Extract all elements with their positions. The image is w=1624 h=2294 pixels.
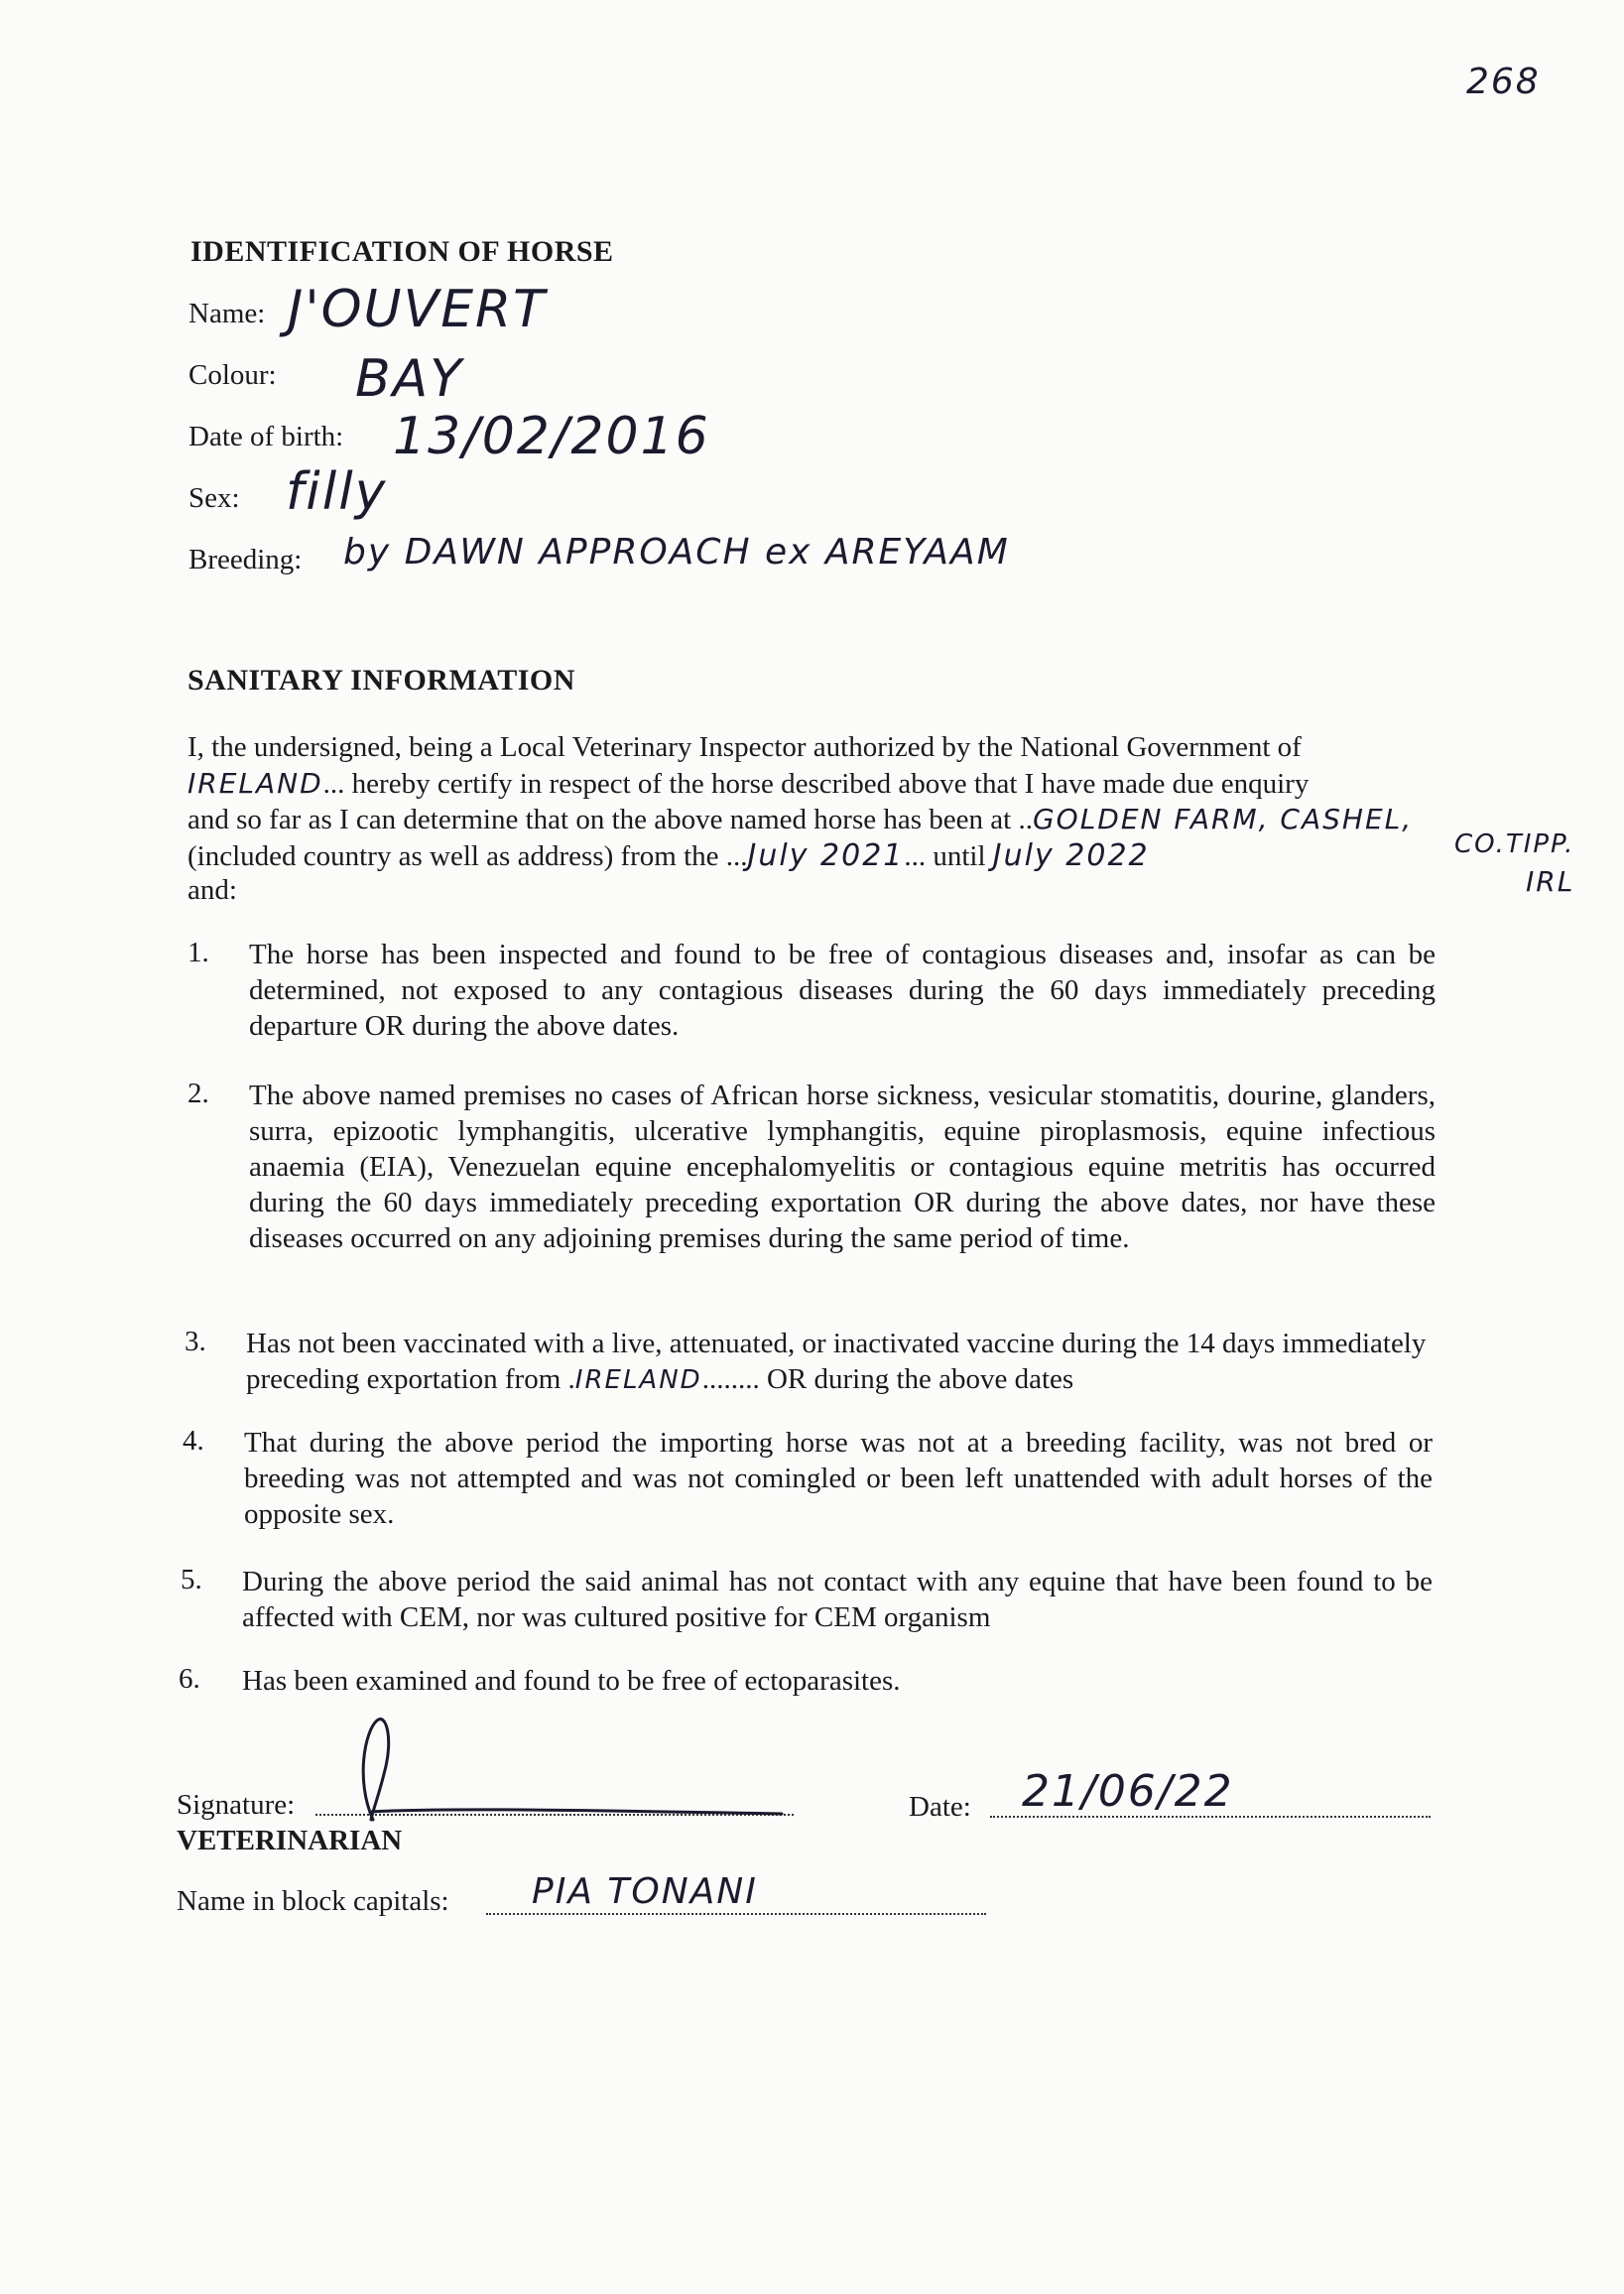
sanitary-intro-line-5: and: xyxy=(187,874,237,906)
item-text: Has been examined and found to be free of ectoparasites. xyxy=(242,1665,901,1697)
dob-label: Date of birth: xyxy=(188,421,344,452)
item-text: The horse has been inspected and found to be free of contagious diseases and, insofar as can be determined, not exposed to any contagious diseases during the 60 days immediately preceding departure OR during the above dates. xyxy=(249,939,1436,1042)
date-label: Date: xyxy=(909,1791,971,1823)
intro-line-2-text: ... hereby certify in respect of the horse described above that I have made due enquiry xyxy=(322,768,1310,800)
address-value: GOLDEN FARM, CASHEL, xyxy=(1032,803,1414,835)
breeding-value: by DAWN APPROACH ex AREYAAM xyxy=(343,532,1010,573)
sex-label: Sex: xyxy=(188,482,240,514)
colour-value: BAY xyxy=(355,349,464,409)
item-number: 3. xyxy=(185,1326,206,1357)
dob-value: 13/02/2016 xyxy=(393,407,710,466)
country-value: IRELAND xyxy=(187,767,323,800)
block-capitals-value: PIA TONANI xyxy=(532,1871,758,1912)
signature-mark xyxy=(315,1711,792,1830)
item-text: The above named premises no cases of African horse sickness, vesicular stomatitis, dourine, glanders, surra, epizootic lymphangitis, ulcerative lymphangitis, equine piroplasmosis, equine infectious anaemia (EIA), Venezuelan equine encephalomyelitis or contagious equine metritis has occurred during the 60 days immediately preceding exportation OR during the above dates, nor have these diseases occurred on any adjoining premises during the same period of time. xyxy=(249,1080,1436,1254)
item-text: During the above period the said animal has not contact with any equine that have been found to be affected with CEM, nor was cultured positive for CEM organism xyxy=(242,1566,1433,1633)
sanitary-intro-line-3 xyxy=(187,803,1413,836)
page-number: 268 xyxy=(1466,62,1541,102)
item-3-text-after: ........ OR during the above dates xyxy=(701,1363,1074,1395)
sanitary-heading: SANITARY INFORMATION xyxy=(187,664,575,697)
intro-line-4-text: (included country as well as address) from the ... xyxy=(187,840,748,872)
identification-heading: IDENTIFICATION OF HORSE xyxy=(190,235,614,268)
item-number: 1. xyxy=(187,937,209,968)
colour-label: Colour: xyxy=(188,359,277,391)
item-number: 5. xyxy=(181,1564,202,1595)
sanitary-intro-line-4 xyxy=(187,838,1150,873)
from-value: July 2021 xyxy=(747,838,905,873)
item-3-text-before: Has not been vaccinated with a live, attenuated, or inactivated vaccine during the 14 days immediately preceding exportation from . xyxy=(246,1328,1427,1395)
date-value: 21/06/22 xyxy=(1022,1766,1234,1817)
item-number: 6. xyxy=(179,1663,200,1695)
name-value: J'OUVERT xyxy=(288,280,547,339)
item-text: That during the above period the importing horse was not at a breeding facility, was not bred or breeding was not attempted and was not comingled or been left unattended with adult horses of the opposite sex. xyxy=(244,1427,1433,1530)
breeding-label: Breeding: xyxy=(188,544,303,575)
sanitary-intro-line-2 xyxy=(187,767,1309,801)
block-capitals-label: Name in block capitals: xyxy=(177,1885,449,1917)
until-value: July 2022 xyxy=(992,838,1150,873)
address-value-3: IRL xyxy=(1526,865,1575,898)
intro-line-3-text: and so far as I can determine that on the above named horse has been at .. xyxy=(187,804,1033,835)
sanitary-intro-line-1: I, the undersigned, being a Local Veterinary Inspector authorized by the National Government of xyxy=(187,731,1302,763)
item-number: 4. xyxy=(183,1425,204,1457)
name-label: Name: xyxy=(188,298,266,329)
until-label: ... until xyxy=(904,840,986,872)
address-value-2: CO.TIPP. xyxy=(1454,829,1575,859)
signature-label: Signature: xyxy=(177,1789,296,1821)
veterinarian-label: VETERINARIAN xyxy=(177,1825,403,1856)
sex-value: filly xyxy=(286,462,388,522)
item-number: 2. xyxy=(187,1078,209,1109)
item-text xyxy=(246,1326,1435,1398)
item-3-country-value: IRELAND xyxy=(574,1365,702,1395)
block-capitals-line xyxy=(486,1913,986,1915)
